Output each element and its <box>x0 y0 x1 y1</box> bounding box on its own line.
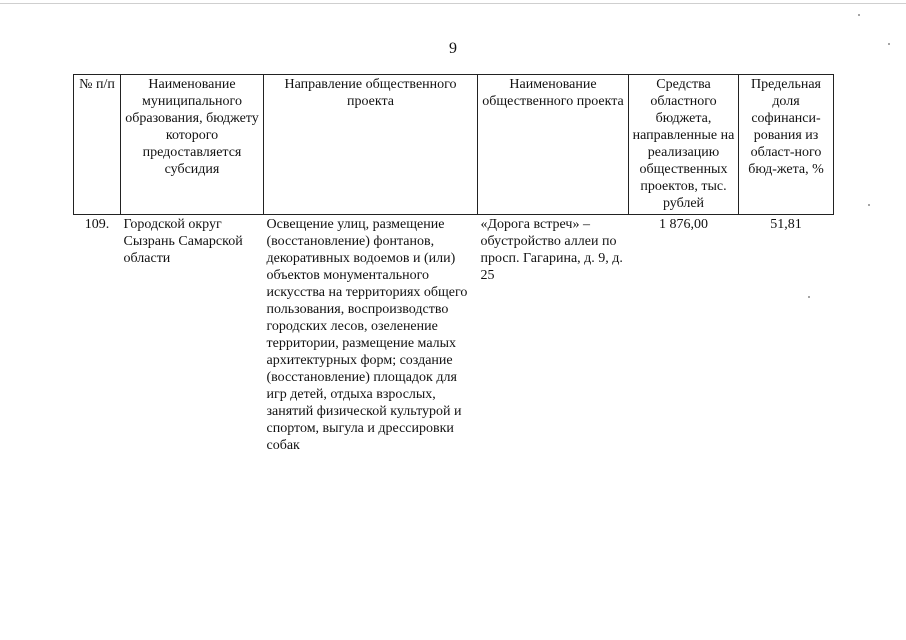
header-number: № п/п <box>74 75 121 215</box>
row-funds: 1 876,00 <box>659 217 708 232</box>
row-project-name: «Дорога встреч» – обустройство аллеи по просп. Гагарина, д. 9, д. 25 <box>480 217 623 283</box>
scan-speck <box>858 14 860 16</box>
header-project-name: Наименование общественного проекта <box>478 75 629 215</box>
row-direction: Освещение улиц, размещение (восстановление) фонтанов, декоративных водоемов и (или) объектов монументального искусства на территориях общего пользования, воспроизводство городских лесов, озеленение территории, размещение малых архитектурных форм; создание (восстановление) площадок для игр детей, отдыха взрослых, занятий физической культурой и спортом, выгула и дрессировки собак <box>266 217 468 453</box>
header-share: Предельная доля софинанси-рования из област-ного бюд-жета, % <box>739 75 834 215</box>
scan-speck <box>868 204 870 206</box>
row-share: 51,81 <box>770 217 802 232</box>
scan-edge-line <box>0 3 906 4</box>
subsidy-table <box>73 74 834 454</box>
header-municipality: Наименование муниципального образования, бюджету которого предоставляется субсидия <box>121 75 264 215</box>
row-number: 109. <box>84 217 110 232</box>
row-municipality: Городской округ Сызрань Самарской области <box>123 217 243 266</box>
table-header-row <box>74 75 834 215</box>
table-row <box>74 215 834 455</box>
page-number: 9 <box>449 40 457 57</box>
header-funds: Средства областного бюджета, направленные на реализацию общественных проектов, тыс. рублей <box>629 75 739 215</box>
header-direction: Направление общественного проекта <box>264 75 478 215</box>
